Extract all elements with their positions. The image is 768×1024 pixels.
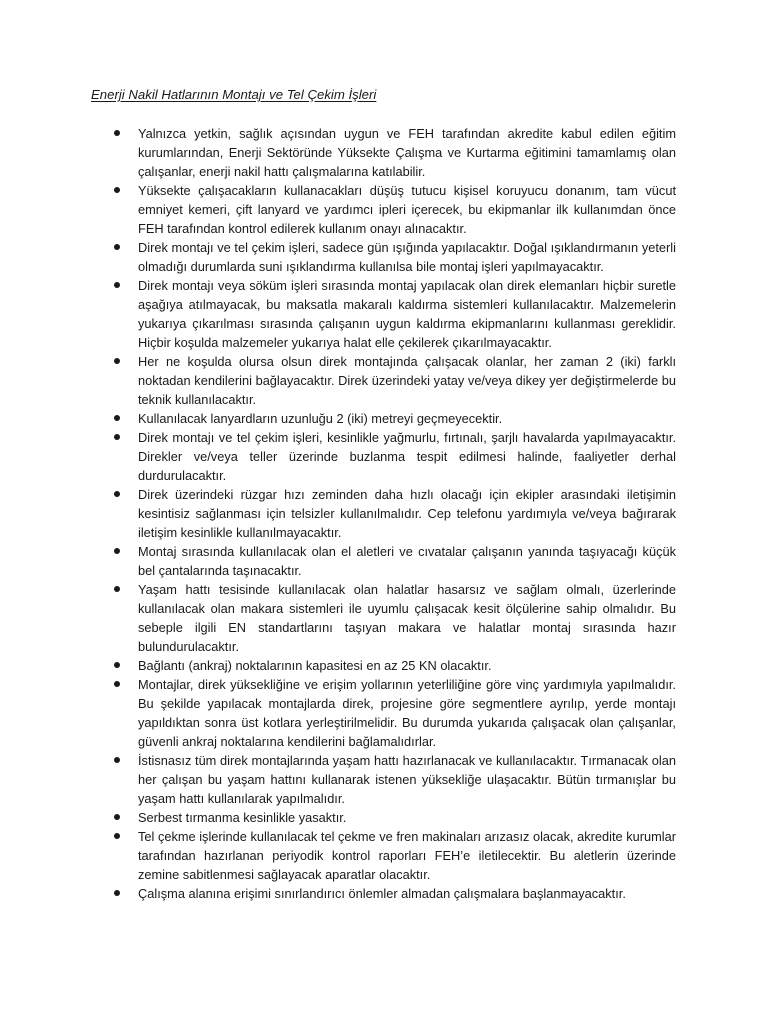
bullet-icon: [112, 542, 122, 561]
bullet-icon: [112, 656, 122, 675]
list-item-text: İstisnasız tüm direk montajlarında yaşam hattı hazırlanacak ve kullanılacaktır. Tırmanacak olan her çalışan bu yaşam hattını kullanarak istenen yüksekliğe ulaşacaktır. Bütün tırmanışlar bu yaşam hattı kullanılarak yapılmalıdır.: [138, 753, 676, 806]
list-item-text: Yüksekte çalışacakların kullanacakları düşüş tutucu kişisel koruyucu donanım, tam vücut emniyet kemeri, çift lanyard ve yardımcı ipleri içerecek, bu ekipmanlar ilk kullanımdan önce FEH tarafından kontrol edilerek kullanım onayı alınacaktır.: [138, 183, 676, 236]
bullet-icon: [112, 352, 122, 371]
list-item: [138, 352, 676, 409]
list-item: [138, 181, 676, 238]
list-item: [138, 580, 676, 656]
list-item-text: Direk montajı veya söküm işleri sırasında montaj yapılacak olan direk elemanları hiçbir suretle aşağıya atılmayacak, bu maksatla makaralı kaldırma sistemleri kullanılacaktır. Malzemelerin yukarıya çıkarılması sırasında çalışanın uygun kaldırma ekipmanlarını kullanması gereklidir. Hiçbir koşulda malzemeler yukarıya halat elle çekilerek çıkarılmayacaktır.: [138, 278, 676, 350]
bullet-icon: [112, 124, 122, 143]
list-item-text: Direk montajı ve tel çekim işleri, kesinlikle yağmurlu, fırtınalı, şarjlı havalarda yapılmayacaktır. Direkler ve/veya teller üzerinde buzlanma tespit edilmesi halinde, faaliyetler derhal durdurulacaktır.: [138, 430, 676, 483]
list-item-text: Yalnızca yetkin, sağlık açısından uygun ve FEH tarafından akredite kabul edilen eğitim kurumlarından, Enerji Sektöründe Yüksekte Çalışma ve Kurtarma eğitimini tamamlamış olan çalışanlar, enerji nakil hattı çalışmalarına katılabilir.: [138, 126, 676, 179]
list-item-text: Montaj sırasında kullanılacak olan el aletleri ve cıvatalar çalışanın yanında taşıyacağı küçük bel çantalarında taşınacaktır.: [138, 544, 676, 578]
list-item: [138, 751, 676, 808]
list-item-text: Tel çekme işlerinde kullanılacak tel çekme ve fren makinaları arızasız olacak, akredite kurumlar tarafından hazırlanan periyodik kontrol raporları FEH’e iletilecektir. Bu aletlerin üzerinde zemine sabitlenmesi sağlayacak aparatlar olacaktır.: [138, 829, 676, 882]
list-item: [138, 808, 676, 827]
list-item: [138, 124, 676, 181]
bullet-icon: [112, 238, 122, 257]
bullet-icon: [112, 827, 122, 846]
list-item: [138, 238, 676, 276]
document-title: Enerji Nakil Hatlarının Montajı ve Tel Çekim İşleri: [91, 87, 377, 102]
rule-list: [138, 124, 676, 903]
bullet-icon: [112, 276, 122, 295]
bullet-icon: [112, 428, 122, 447]
list-item-text: Serbest tırmanma kesinlikle yasaktır.: [138, 810, 347, 825]
list-item-text: Bağlantı (ankraj) noktalarının kapasitesi en az 25 KN olacaktır.: [138, 658, 492, 673]
list-item: [138, 542, 676, 580]
list-item-text: Direk üzerindeki rüzgar hızı zeminden daha hızlı olacağı için ekipler arasındaki iletişimin kesintisiz sağlanması için telsizler kullanılmalıdır. Cep telefonu yardımıyla ve/veya bağırarak iletişim kesinlikle kullanılmayacaktır.: [138, 487, 676, 540]
list-item: [138, 276, 676, 352]
list-item-text: Direk montajı ve tel çekim işleri, sadece gün ışığında yapılacaktır. Doğal ışıklandırmanın yeterli olmadığı durumlarda suni ışıklandırma kullanılsa bile montaj işleri yapılmayacaktır.: [138, 240, 676, 274]
list-item-text: Yaşam hattı tesisinde kullanılacak olan halatlar hasarsız ve sağlam olmalı, üzerlerinde kullanılacak olan makara sistemleri ile uyumlu çalışacak kesit ölçülerine sahip olmalıdır. Bu sebeple ilgili EN standartlarını taşıyan makara ve halatlar montaj sırasında hazır bulundurulacaktır.: [138, 582, 676, 654]
list-item: [138, 884, 676, 903]
list-item-text: Montajlar, direk yüksekliğine ve erişim yollarının yeterliliğine göre vinç yardımıyla yapılmalıdır. Bu şekilde yapılacak montajlarda direk, projesine göre segmentlere ayrılıp, yerde montajı yapıldıktan sonra üst kotlara yerleştirilmelidir. Bu durumda yukarıda çalışacak olan çalışanlar, güvenli ankraj noktalarına kendilerini bağlamalıdırlar.: [138, 677, 676, 749]
list-item-text: Her ne koşulda olursa olsun direk montajında çalışacak olanlar, her zaman 2 (iki) farklı noktadan kendilerini bağlayacaktır. Direk üzerindeki yatay ve/veya dikey yer değiştirmelerde bu teknik kullanılacaktır.: [138, 354, 676, 407]
list-item-text: Kullanılacak lanyardların uzunluğu 2 (iki) metreyi geçmeyecektir.: [138, 411, 503, 426]
bullet-icon: [112, 181, 122, 200]
bullet-icon: [112, 884, 122, 903]
list-item: [138, 827, 676, 884]
bullet-icon: [112, 751, 122, 770]
list-item: [138, 656, 676, 675]
bullet-icon: [112, 485, 122, 504]
list-item-text: Çalışma alanına erişimi sınırlandırıcı önlemler almadan çalışmalara başlanmayacaktır.: [138, 886, 626, 901]
bullet-icon: [112, 409, 122, 428]
list-item: [138, 675, 676, 751]
bullet-icon: [112, 808, 122, 827]
list-item: [138, 428, 676, 485]
list-item: [138, 409, 676, 428]
list-item: [138, 485, 676, 542]
bullet-icon: [112, 580, 122, 599]
bullet-icon: [112, 675, 122, 694]
